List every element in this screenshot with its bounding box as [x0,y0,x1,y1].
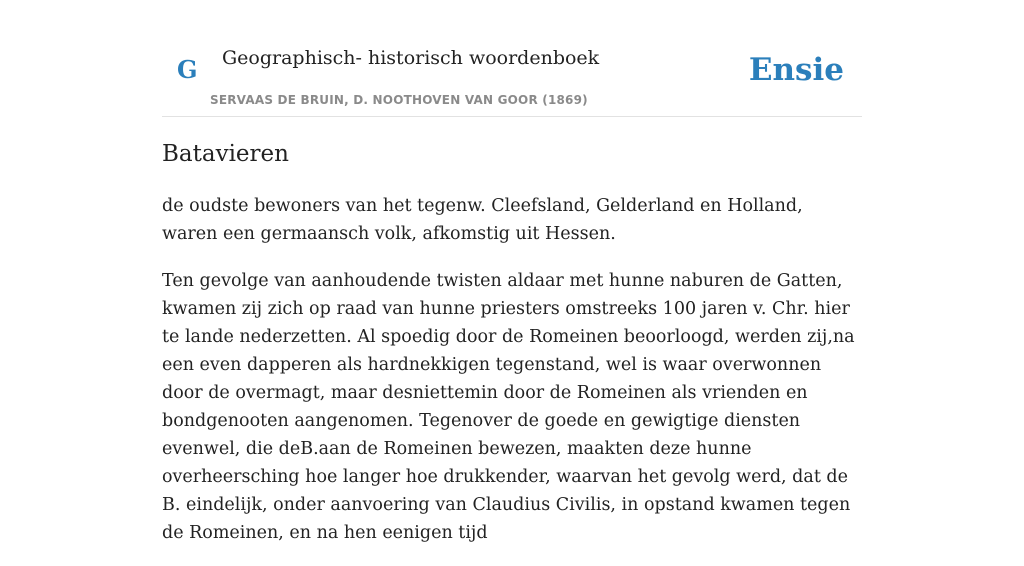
page-container [162,0,862,543]
book-authors-meta: SERVAAS DE BRUIN, D. NOOTHOVEN VAN GOOR (1869) [210,93,588,107]
book-letter-badge[interactable]: G [177,55,198,84]
entry-body [162,192,862,566]
book-header [162,0,862,117]
entry-title: Batavieren [162,141,289,167]
entry-paragraph: de oudste bewoners van het tegenw. Cleefsland, Gelderland en Holland, waren een germaansch volk, afkomstig uit Hessen. [162,196,803,244]
entry-paragraph: Ten gevolge van aanhoudende twisten aldaar met hunne naburen de Gatten, kwamen zij zich op raad van hunne priesters omstreeks 100 jaren v. Chr. hier te lande nederzetten. Al spoedig door de Romeinen beoorloogd, werden zij,na een even dapperen als hardnekkigen tegenstand, wel is waar overwonnen door de overmagt, maar desniettemin door de Romeinen als vrienden en bondgenooten aangenomen. Tegenover de goede en gewigtige diensten evenwel, die deB.aan de Romeinen bewezen, maakten deze hunne overheersching hoe langer hoe drukkender, waarvan het gevolg werd, dat de B. eindelijk, onder aanvoering van Claudius Civilis, in opstand kwamen tegen de Romeinen, en na hen eenigen tijd [162,271,855,543]
ensie-logo-link[interactable]: Ensie [748,52,844,88]
book-title-link[interactable]: Geographisch- historisch woordenboek [222,47,600,69]
